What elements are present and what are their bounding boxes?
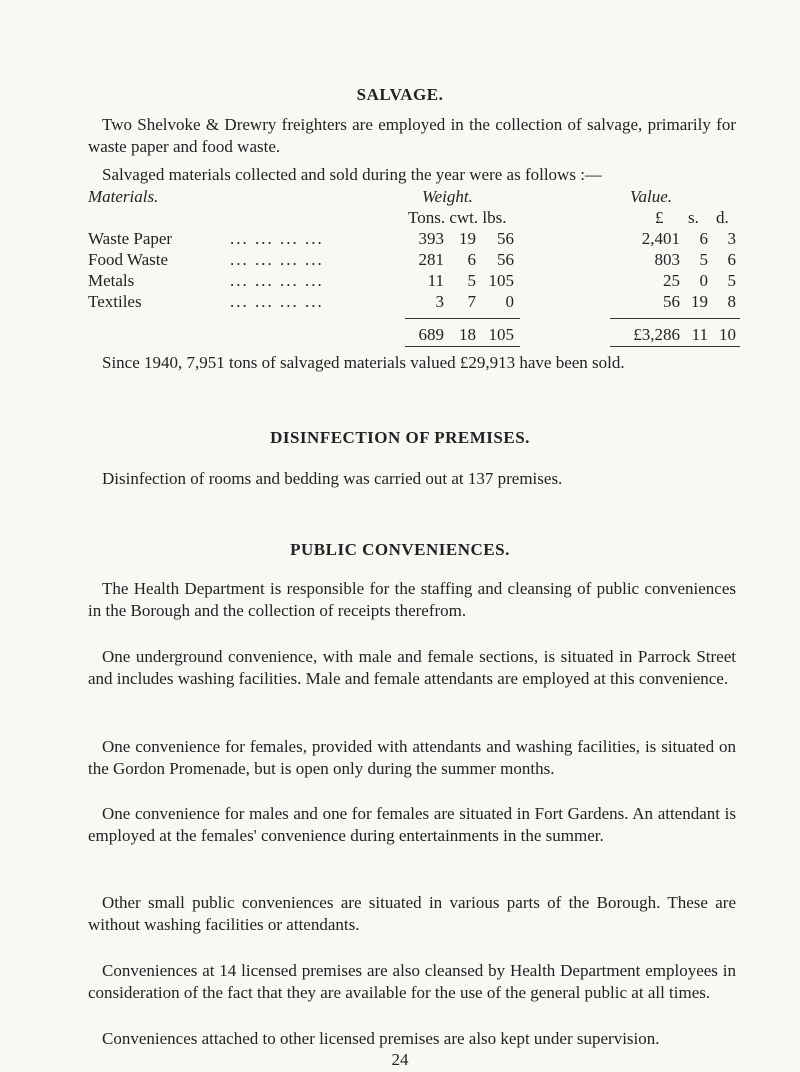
pounds-value: 56 [663,292,680,311]
cwt-value: 19 [459,229,476,248]
material-name: Textiles [88,292,142,311]
cwt-value: 7 [467,292,476,311]
shillings-value: 5 [699,250,708,269]
materials-header: Materials. [88,187,159,206]
material-name: Waste Paper [88,229,173,248]
salvage-table [0,0,800,344]
leader-dots: ... ... ... ... [230,250,324,269]
total-rule-bottom-value [610,346,740,347]
leader-dots: ... ... ... ... [230,292,324,311]
pence-value: 8 [727,292,736,311]
pound-header: £ [655,208,664,227]
material-name: Metals [88,271,135,290]
leader-dots: ... ... ... ... [230,271,324,290]
conveniences-paragraph: Conveniences at 14 licensed premises are also cleansed by Health Department employees in consideration of the fact that they are available for the use of the general public at all times. [88,961,736,1002]
salvage-since-1940: Since 1940, 7,951 tons of salvaged materials valued £29,913 have been sold. [102,353,625,372]
salvage-table-intro: Salvaged materials collected and sold during the year were as follows :— [102,165,602,184]
total-pence: 10 [719,325,736,344]
total-cwt: 18 [459,325,476,344]
cwt-value: 6 [467,250,476,269]
leader-dots: ... ... ... ... [230,229,324,248]
disinfection-heading: DISINFECTION OF PREMISES. [270,428,530,447]
total-rule-top-weight [405,318,520,319]
conveniences-paragraph: The Health Department is responsible for the staffing and cleansing of public conveniences in the Borough and the collection of receipts therefrom. [88,579,736,620]
total-rule-top-value [610,318,740,319]
total-shillings: 11 [691,325,708,344]
total-tons: 689 [418,325,444,344]
shillings-value: 19 [691,292,708,311]
d-header: d. [716,208,729,227]
pence-value: 5 [727,271,736,290]
pence-value: 3 [727,229,736,248]
total-lbs: 105 [488,325,514,344]
conveniences-paragraph: One convenience for females, provided with attendants and washing facilities, is situated on the Gordon Promenade, but is open only during the summer months. [88,737,736,778]
conveniences-paragraph-last: Conveniences attached to other licensed premises are also kept under supervision. [102,1029,660,1048]
salvage-heading: SALVAGE. [356,85,444,104]
weight-header: Weight. [422,187,473,206]
conveniences-paragraph: One underground convenience, with male and female sections, is situated in Parrock Street and includes washing facilities. Male and female attendants are employed at this convenience. [88,647,736,688]
salvage-intro: Two Shelvoke & Drewry freighters are employed in the collection of salvage, primarily for waste paper and food waste. [88,115,736,156]
total-pounds: £3,286 [633,325,680,344]
tons-value: 3 [435,292,444,311]
page-number: 24 [391,1050,409,1069]
pounds-value: 25 [663,271,680,290]
conveniences-paragraph: One convenience for males and one for females are situated in Fort Gardens. An attendant is employed at the females' convenience during entertainments in the summer. [88,804,736,845]
conveniences-heading: PUBLIC CONVENIENCES. [290,540,510,559]
disinfection-text: Disinfection of rooms and bedding was carried out at 137 premises. [102,469,563,488]
lbs-value: 105 [488,271,514,290]
value-header: Value. [630,187,673,206]
cwt-value: 5 [467,271,476,290]
pounds-value: 803 [654,250,680,269]
tons-value: 11 [427,271,444,290]
shillings-value: 0 [699,271,708,290]
tons-cwt-lbs-header: Tons. cwt. lbs. [408,208,507,227]
pounds-value: 2,401 [641,229,680,248]
conveniences-paragraph: Other small public conveniences are situated in various parts of the Borough. These are without washing facilities or attendants. [88,893,736,934]
total-rule-bottom-weight [405,346,520,347]
shillings-value: 6 [699,229,708,248]
tons-value: 281 [418,250,444,269]
material-name: Food Waste [88,250,169,269]
s-header: s. [688,208,699,227]
lbs-value: 56 [497,229,514,248]
lbs-value: 56 [497,250,514,269]
lbs-value: 0 [505,292,514,311]
tons-value: 393 [418,229,444,248]
pence-value: 6 [727,250,736,269]
